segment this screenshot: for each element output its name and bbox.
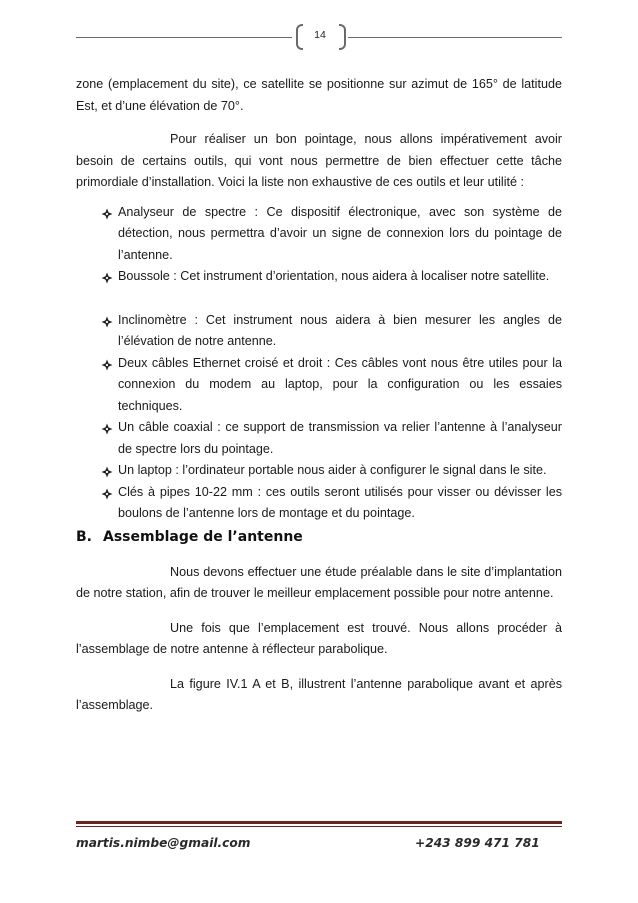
page-number: 14 [314, 29, 326, 41]
list-item [76, 353, 562, 418]
page-number-bracket-right [339, 24, 346, 50]
footer-rule-thick [76, 821, 562, 824]
footer-email: martis.nimbe@gmail.com [76, 836, 251, 850]
diamond-bullet-icon [101, 488, 113, 500]
list-item [76, 202, 562, 267]
paragraph-assembly: Une fois que l’emplacement est trouvé. Nous allons procéder à l’assemblage de notre antenne à réflecteur parabolique. [76, 620, 562, 656]
list-item-text: Inclinomètre : Cet instrument nous aidera à bien mesurer les angles de l’élévation de notre antenne. [118, 312, 562, 348]
diamond-bullet-icon [101, 272, 113, 284]
paragraph-tools-intro: Pour réaliser un bon pointage, nous allons impérativement avoir besoin de certains outils, qui vont nous permettre de bien effectuer cette tâche primordiale d’installation. Voici la liste non exhaustive de ces outils et leur utilité : [76, 132, 562, 189]
diamond-bullet-icon [101, 466, 113, 478]
section-title: Assemblage de l’antenne [103, 528, 303, 545]
list-item [76, 482, 562, 525]
list-item-text: Un câble coaxial : ce support de transmission va relier l’antenne à l’analyseur de spectre lors du pointage. [118, 420, 562, 456]
diamond-bullet-icon [101, 359, 113, 371]
list-item [76, 310, 562, 353]
section-letter: B. [76, 528, 92, 545]
list-item-text: Deux câbles Ethernet croisé et droit : Ces câbles vont nous être utiles pour la connexion du modem au laptop, pour la configuration ou les essaies techniques. [118, 355, 562, 413]
paragraph-figure-reference: La figure IV.1 A et B, illustrent l’antenne parabolique avant et après l’assemblage. [76, 676, 562, 712]
section-heading [76, 525, 562, 549]
list-item [76, 417, 562, 460]
list-item-text: Clés à pipes 10-22 mm : ces outils seront utilisés pour visser ou dévisser les boulons de l’antenne lors de montage et du pointage. [118, 484, 562, 520]
list-item [76, 460, 562, 482]
diamond-bullet-icon [101, 423, 113, 435]
page-header [76, 21, 562, 53]
header-rule-right [348, 37, 562, 38]
footer-rule [76, 821, 562, 827]
paragraph-satellite-position: zone (emplacement du site), ce satellite se positionne sur azimut de 165° de latitude Est, et d’une élévation de 70°. [76, 77, 562, 113]
header-rule-left [76, 37, 292, 38]
footer-rule-thin [76, 826, 562, 827]
diamond-bullet-icon [101, 208, 113, 220]
list-item-text: Un laptop : l’ordinateur portable nous aider à configurer le signal dans le site. [118, 463, 547, 477]
page-body [76, 74, 562, 717]
list-item [76, 266, 562, 288]
diamond-bullet-icon [101, 316, 113, 328]
footer-phone: +243 899 471 781 [415, 836, 540, 850]
tools-list [76, 202, 562, 525]
paragraph-site-study: Nous devons effectuer une étude préalable dans le site d’implantation de notre station, afin de trouver le meilleur emplacement possible pour notre antenne. [76, 564, 562, 600]
list-item-text: Analyseur de spectre : Ce dispositif électronique, avec son système de détection, nous permettra d’avoir un signe de connexion lors du pointage de l’antenne. [118, 204, 562, 262]
list-item-text: Boussole : Cet instrument d’orientation, nous aidera à localiser notre satellite. [118, 269, 550, 283]
